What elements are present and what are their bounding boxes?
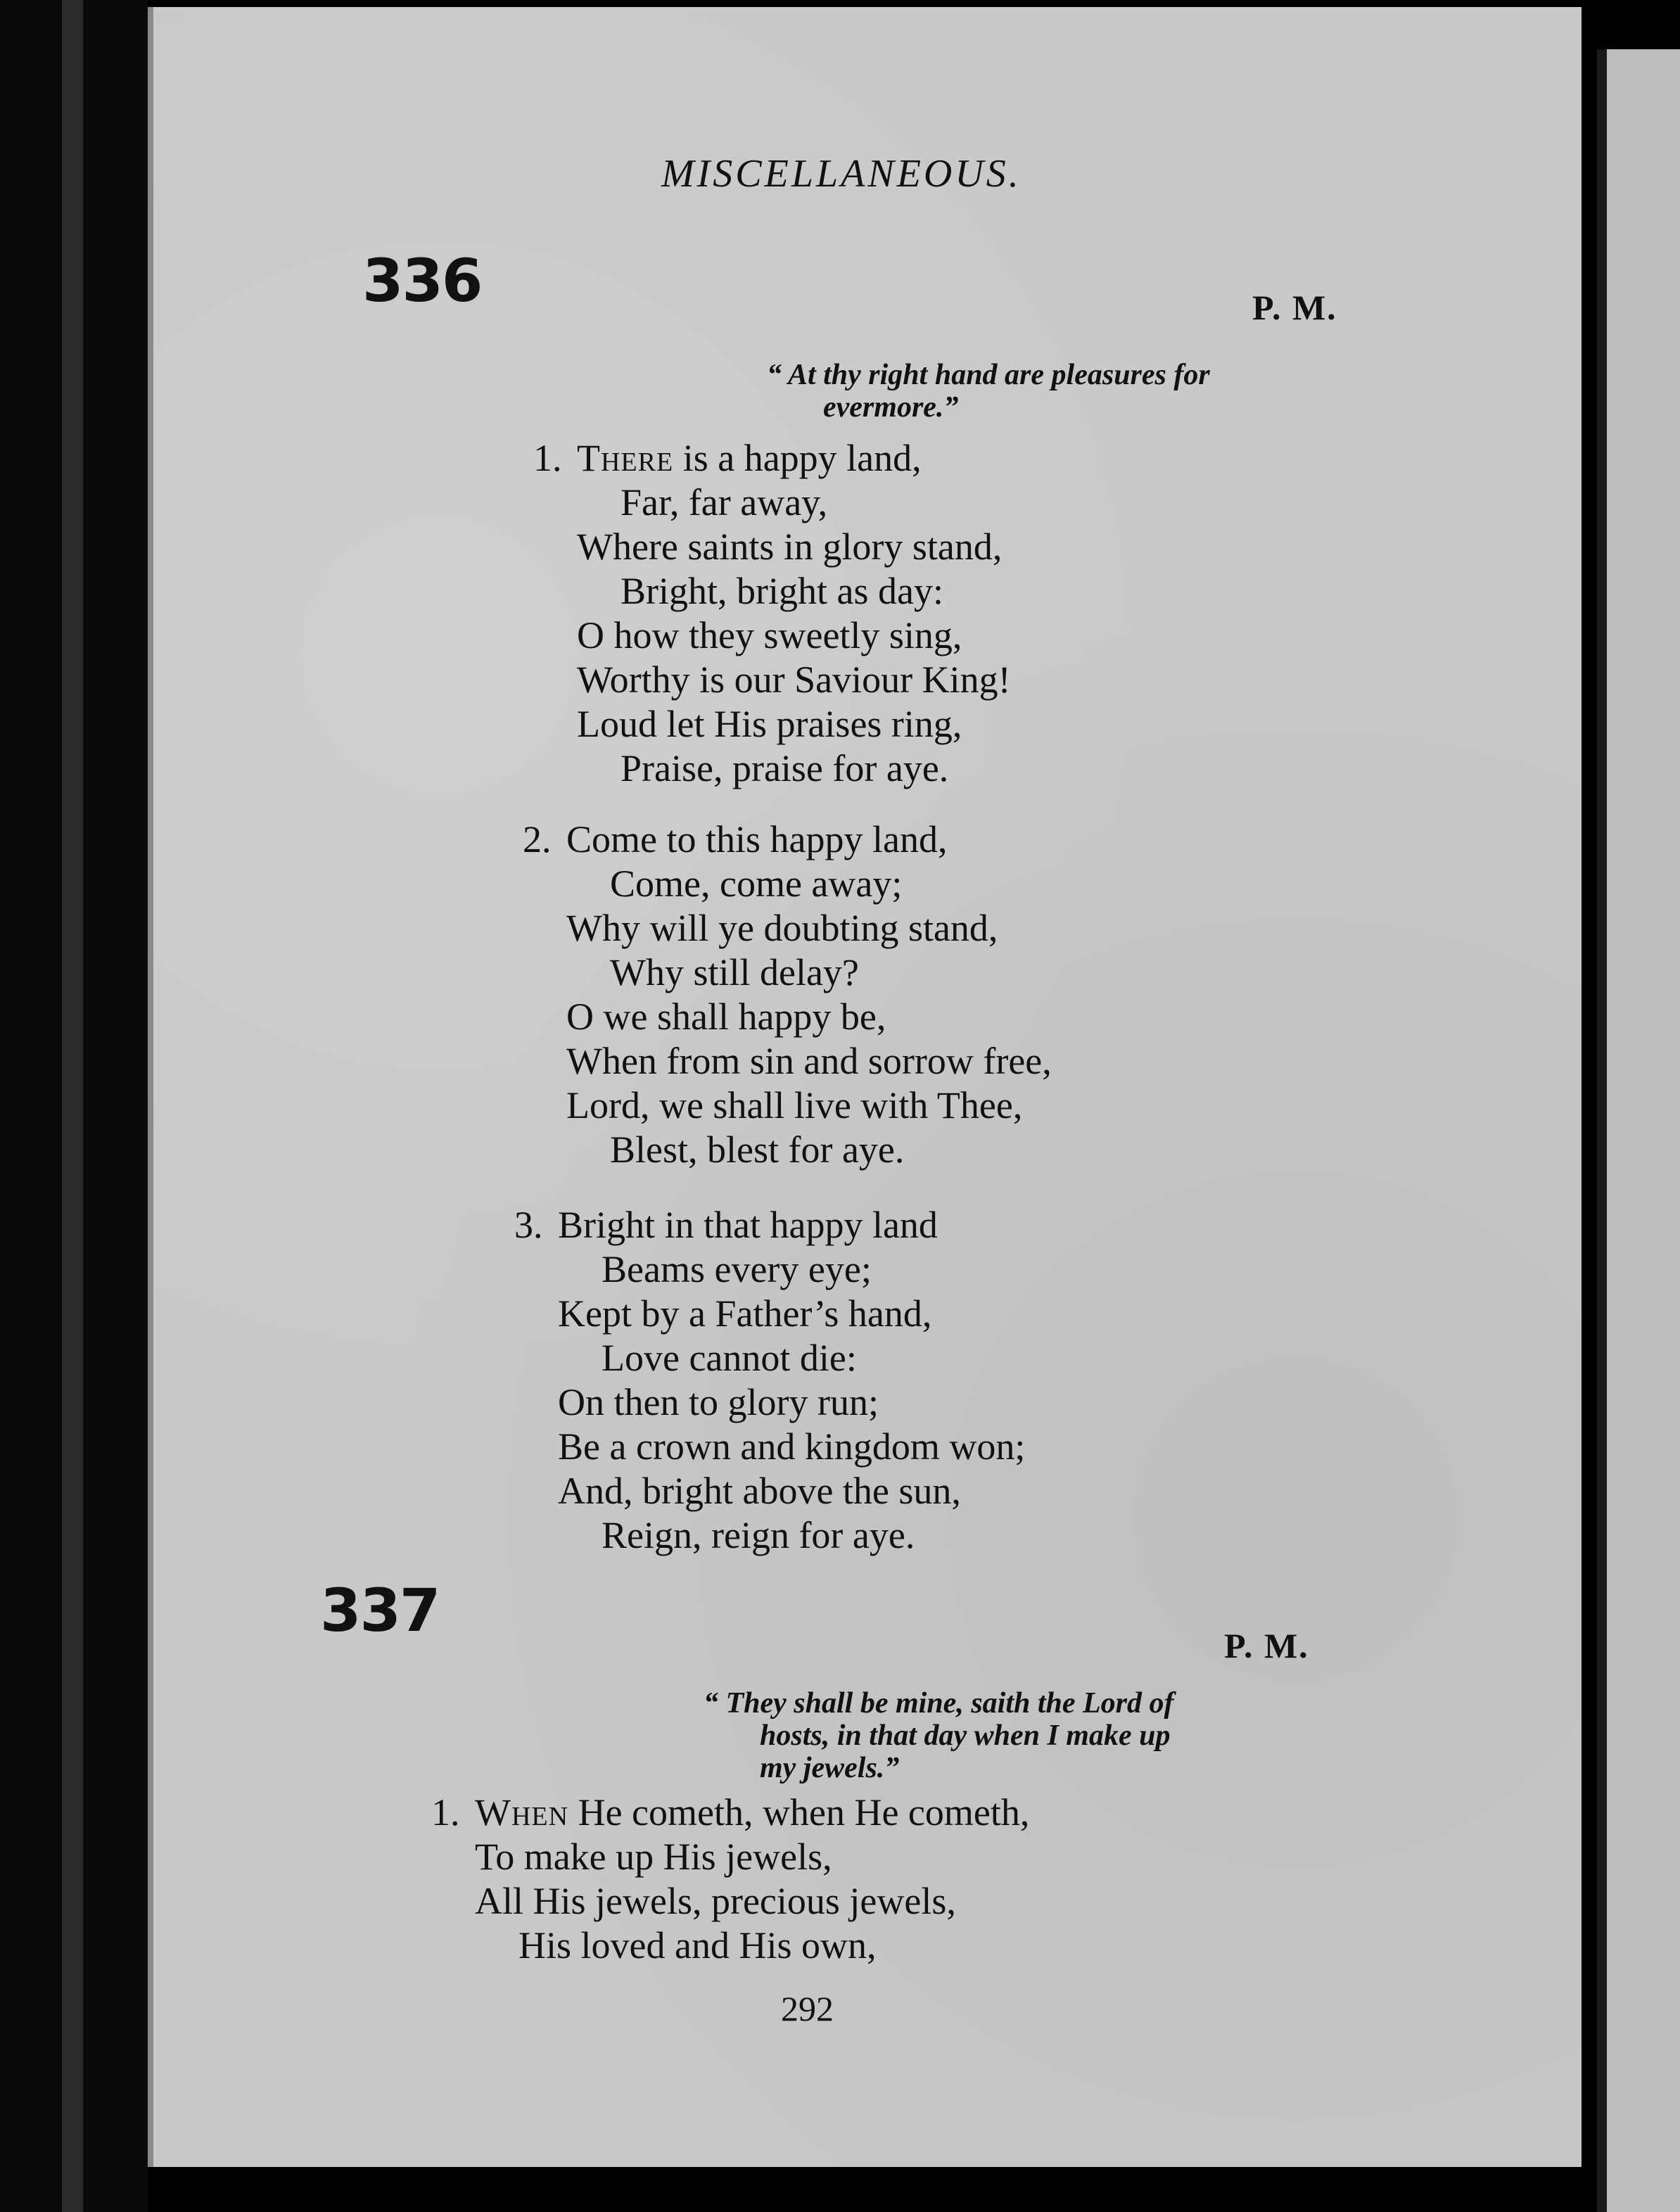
verse-line: Love cannot die: bbox=[602, 1337, 857, 1379]
verse-line: Far, far away, bbox=[621, 481, 828, 523]
stanza bbox=[523, 818, 1052, 1172]
verse-line: Reign, reign for aye. bbox=[602, 1514, 915, 1556]
verse-line: There is a happy land, bbox=[577, 437, 922, 479]
adjacent-page-edge bbox=[1597, 49, 1680, 2212]
verse-line: Loud let His praises ring, bbox=[577, 703, 962, 745]
epigraph-line: “ They shall be mine, saith the Lord of bbox=[704, 1687, 1174, 1720]
epigraph-line: evermore.” bbox=[823, 391, 959, 424]
hymn-meter: P. M. bbox=[1224, 1626, 1309, 1665]
verse-line: Bright in that happy land bbox=[558, 1204, 938, 1246]
verse-line: Bright, bright as day: bbox=[621, 570, 943, 612]
hymn-meter: P. M. bbox=[1252, 288, 1337, 327]
verse-line: Lord, we shall live with Thee, bbox=[566, 1084, 1023, 1126]
verse-line: O how they sweetly sing, bbox=[577, 614, 962, 656]
page-number: 292 bbox=[781, 1989, 834, 2028]
epigraph-line: my jewels.” bbox=[760, 1752, 900, 1784]
stanza bbox=[514, 1203, 1026, 1558]
verse-line: His loved and His own, bbox=[518, 1924, 877, 1966]
stanza bbox=[533, 436, 1011, 791]
stanza-number: 2. bbox=[523, 818, 552, 860]
verse-line: Come, come away; bbox=[610, 863, 903, 905]
stanza bbox=[431, 1791, 1030, 1968]
verse-line: Why still delay? bbox=[610, 951, 859, 993]
verse-line: Kept by a Father’s hand, bbox=[558, 1292, 932, 1335]
hymn-epigraph bbox=[704, 1687, 1174, 1784]
verse-line: To make up His jewels, bbox=[475, 1836, 832, 1878]
hymn-number: 336 bbox=[362, 246, 482, 315]
verse-line: Come to this happy land, bbox=[566, 818, 948, 860]
verse-line: Where saints in glory stand, bbox=[577, 526, 1003, 568]
verse-line: Why will ye doubting stand, bbox=[566, 907, 998, 949]
verse-line: All His jewels, precious jewels, bbox=[475, 1880, 956, 1922]
stanza-number: 3. bbox=[514, 1204, 543, 1246]
verse-line: And, bright above the sun, bbox=[558, 1470, 961, 1512]
verse-line: When He cometh, when He cometh, bbox=[475, 1791, 1030, 1833]
verse-line: Praise, praise for aye. bbox=[621, 747, 949, 789]
verse-line: O we shall happy be, bbox=[566, 996, 886, 1038]
stanza-number: 1. bbox=[431, 1791, 460, 1833]
epigraph-line: hosts, in that day when I make up bbox=[760, 1720, 1171, 1752]
verse-line: On then to glory run; bbox=[558, 1381, 879, 1423]
verse-line: Beams every eye; bbox=[602, 1248, 872, 1290]
verse-line: Worthy is our Saviour King! bbox=[577, 659, 1011, 701]
stanza-number: 1. bbox=[533, 437, 562, 479]
verse-line: Blest, blest for aye. bbox=[610, 1129, 905, 1171]
epigraph-line: “ At thy right hand are pleasures for bbox=[767, 359, 1210, 391]
verse-line: Be a crown and kingdom won; bbox=[558, 1425, 1026, 1468]
verse-line: When from sin and sorrow free, bbox=[566, 1040, 1052, 1082]
spine-edge bbox=[62, 0, 83, 2212]
hymn-number: 337 bbox=[320, 1576, 440, 1645]
hymn-epigraph bbox=[767, 359, 1210, 424]
running-header: MISCELLANEOUS. bbox=[661, 152, 1022, 196]
